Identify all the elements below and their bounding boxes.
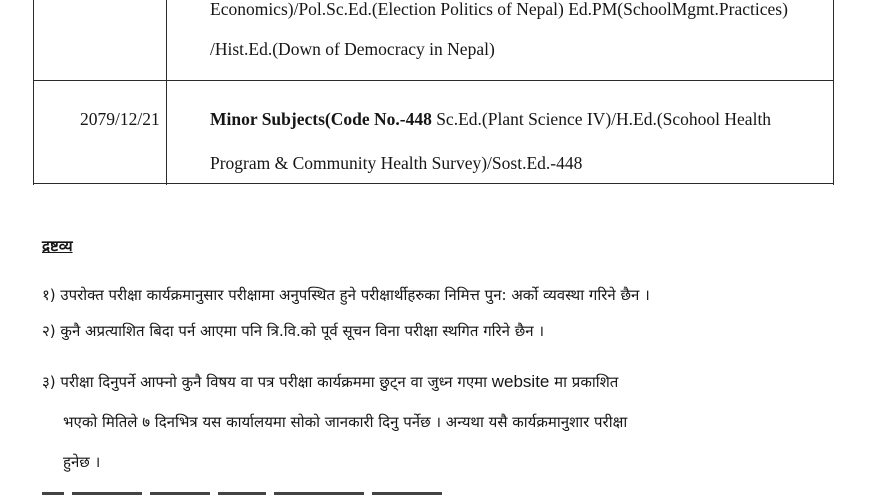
table-border-right <box>833 0 834 185</box>
note-item-3-text: ३) परीक्षा दिनुपर्ने आफ्नो कुनै विषय वा पत्र परीक्षा कार्यक्रममा छुट्न वा जुध्न गएमा <box>42 373 492 391</box>
row1-subjects-line2: /Hist.Ed.(Down of Democracy in Nepal) <box>210 39 495 59</box>
note-item-3-line2: भएको मितिले ७ दिनभित्र यस कार्यालयमा सोको जानकारी दिनु पर्नेछ । अन्यथा यसै कार्यक्रमानुशार परीक्षा <box>63 413 628 431</box>
table-border-bottom <box>33 183 834 184</box>
table-column-divider <box>166 0 167 185</box>
note-item-2: २) कुनै अप्रत्याशित बिदा पर्न आएमा पनि त्रि.वि.को पूर्व सूचन विना परीक्षा स्थगित गरिने छैन । <box>42 322 545 340</box>
row2-subject-label: Minor Subjects(Code No.-448 <box>210 109 432 129</box>
truncated-next-line <box>42 492 472 502</box>
row2-subjects-line2: Program & Community Health Survey)/Sost.Ed.-448 <box>210 153 583 173</box>
note-item-3-text-end: मा प्रकाशित <box>549 373 619 391</box>
note-item-3-line1 <box>42 372 618 392</box>
exam-schedule-table <box>33 0 834 185</box>
note-item-3-line3: हुनेछ । <box>63 453 101 471</box>
table-row-divider <box>33 80 834 81</box>
row1-subjects-line1: Economics)/Pol.Sc.Ed.(Election Politics of Nepal) Ed.PM(SchoolMgmt.Practices) <box>210 0 788 19</box>
row2-subjects-line1 <box>210 108 771 130</box>
notes-heading: द्रष्टव्य <box>42 237 73 255</box>
table-border-left <box>33 0 34 185</box>
row2-date: 2079/12/21 <box>80 109 160 129</box>
website-word: website <box>491 372 550 391</box>
row2-subject-detail: Sc.Ed.(Plant Science IV)/H.Ed.(Scohool Health <box>431 109 772 129</box>
note-item-1: १) उपरोक्त परीक्षा कार्यक्रमानुसार परीक्षामा अनुपस्थित हुने परीक्षार्थीहरुका निमित्त पुन: अर्को व्यवस्था गरिने छैन । <box>42 286 650 304</box>
